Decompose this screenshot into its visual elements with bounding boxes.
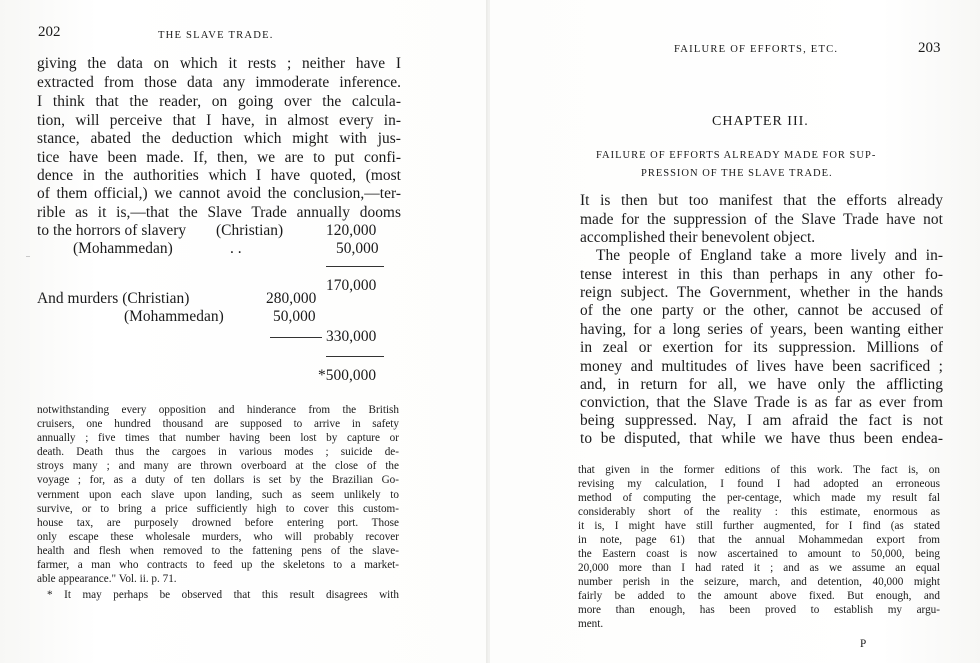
footnote-line: health and flesh when removed to the fattening pens of the slave- <box>37 545 399 557</box>
value-grand-total: *500,000 <box>318 367 377 384</box>
footnote-line: method of computing the per-centage, which made my result fal <box>578 492 940 504</box>
body-line: reign subject. The Government, whether in the hands <box>580 284 943 301</box>
running-head-right: FAILURE OF EFFORTS, ETC. <box>674 44 839 55</box>
sum-rule <box>270 337 322 338</box>
value-mohammedan: 50,000 <box>336 240 379 257</box>
footnote-line: the Eastern coast is now ascertained to amount to 50,000, being <box>578 548 940 560</box>
footnote-line: survive, or to bring a price sufficiently high to cover this custom- <box>37 503 399 515</box>
body-line: being suppressed. Nay, I am afraid the fact is not <box>580 412 943 429</box>
footnote-line: more than enough, has been proved to establish my argu- <box>578 604 940 616</box>
value-murders-christian: 280,000 <box>266 290 317 307</box>
footnote-line: only escape these wholesale murders, who will probably recover <box>37 531 399 543</box>
leader-dots: . . <box>230 240 242 257</box>
body-line: tense interest in this than perhaps in any other fo- <box>580 266 943 283</box>
right-page <box>490 0 980 663</box>
footnote-line: vernment upon each slave upon landing, such as seem unlikely to <box>37 489 399 501</box>
footnote-line: cruisers, one hundred thousand are supposed to arrive in safety <box>37 418 399 430</box>
label-murders-christian: And murders (Christian) <box>37 290 190 307</box>
footnote-line: annually ; five times that number having been lost by capture or <box>37 432 399 444</box>
footnote-line: in note, page 61) that the annual Mohammedan export from <box>578 534 940 546</box>
footnote-line: house tax, are purposely drowned before entering port. Those <box>37 517 399 529</box>
body-line: of the one party or the other, cannot be accused of <box>580 302 943 319</box>
footnote-line: stroys many ; and many are thrown overboard at the close of the <box>37 460 399 472</box>
body-line: in zeal or exertion for its suppression. Millions of <box>580 339 943 356</box>
footnote-line: voyage ; for, as a duty of ten dollars is set by the Brazilian Go- <box>37 474 399 486</box>
body-line: and, in return for all, we have only the afflicting <box>580 376 943 393</box>
sum-rule <box>326 266 384 267</box>
value-subtotal: 170,000 <box>326 277 377 294</box>
footnote-line: considerably short of the reality : this estimate, enormous as <box>578 506 940 518</box>
chapter-heading: CHAPTER III. <box>712 114 809 129</box>
body-line: extracted from those data any immoderate inference. <box>37 74 401 91</box>
value-christian: 120,000 <box>326 222 377 239</box>
sum-rule <box>326 356 384 357</box>
label-murders-mohammedan: (Mohammedan) <box>124 308 224 325</box>
margin-mark <box>26 256 30 258</box>
running-head-left: THE SLAVE TRADE. <box>158 30 274 41</box>
body-line: money and multitudes of lives have been sacrificed ; <box>580 358 943 375</box>
body-line: conviction, that the Slave Trade is as far as ever from <box>580 394 943 411</box>
footnote-line: notwithstanding every opposition and hinderance from the British <box>37 404 399 416</box>
body-line: stance, abated the deduction which might with jus- <box>37 130 401 147</box>
star-footnote: * It may perhaps be observed that this result disagrees with <box>47 589 399 601</box>
signature-mark: P <box>860 638 867 650</box>
body-line: having, for a long series of years, been wanting either <box>580 321 943 338</box>
label-mohammedan: (Mohammedan) <box>73 240 173 257</box>
footnote-line: 20,000 more than I had rated it ; and as we assume an equal <box>578 562 940 574</box>
footnote-line: fairly be added to the amount above fixed. But enough, and <box>578 590 940 602</box>
body-line: tice have been made. If, then, we are to put confi- <box>37 149 401 166</box>
body-line: to be disputed, that while we have thus been endea- <box>580 430 943 447</box>
footnote-line: death. Death thus the cargoes in various modes ; suicide de- <box>37 446 399 458</box>
footnote-line: ment. <box>578 618 604 630</box>
footnote-line: farmer, a man who contracts to feed up the skeletons to a market- <box>37 559 399 571</box>
page-number-right: 203 <box>918 40 941 56</box>
value-murders-mohammedan: 50,000 <box>273 308 316 325</box>
body-line: accomplished their benevolent object. <box>580 229 816 246</box>
body-line: to the horrors of slavery <box>37 222 187 239</box>
body-line: giving the data on which it rests ; neither have I <box>37 55 401 72</box>
body-line: made for the suppression of the Slave Trade have not <box>580 211 943 228</box>
footnote-line: it is, I might have still further augmented, for I find (as stated <box>578 520 940 532</box>
body-line: I think that the reader, on going over the calcula- <box>37 93 401 110</box>
label-christian: (Christian) <box>216 222 284 239</box>
chapter-subtitle: PRESSION OF THE SLAVE TRADE. <box>641 168 833 179</box>
value-murders-total: 330,000 <box>326 328 377 345</box>
footnote-line: revising my calculation, I found I had adopted an erroneous <box>578 478 940 490</box>
footnote-line: able appearance." Vol. ii. p. 71. <box>37 573 177 585</box>
footnote-line: that given in the former editions of this work. The fact is, on <box>578 464 940 476</box>
footnote-line: number perish in the seizure, march, and detention, 40,000 might <box>578 576 940 588</box>
body-line: tion, will perceive that I have, in almost every in- <box>37 112 401 129</box>
body-line: dence in the authorities which I have quoted, (most <box>37 167 401 184</box>
body-line: of them official,) we cannot avoid the conclusion,—ter- <box>37 185 401 202</box>
body-line: The people of England take a more lively and in- <box>596 247 943 264</box>
chapter-subtitle: FAILURE OF EFFORTS ALREADY MADE FOR SUP- <box>596 150 877 161</box>
page-number-left: 202 <box>38 24 61 40</box>
body-line: rible as it is,—that the Slave Trade annually dooms <box>37 204 401 221</box>
body-line: It is then but too manifest that the efforts already <box>580 192 943 209</box>
left-page <box>0 0 488 663</box>
